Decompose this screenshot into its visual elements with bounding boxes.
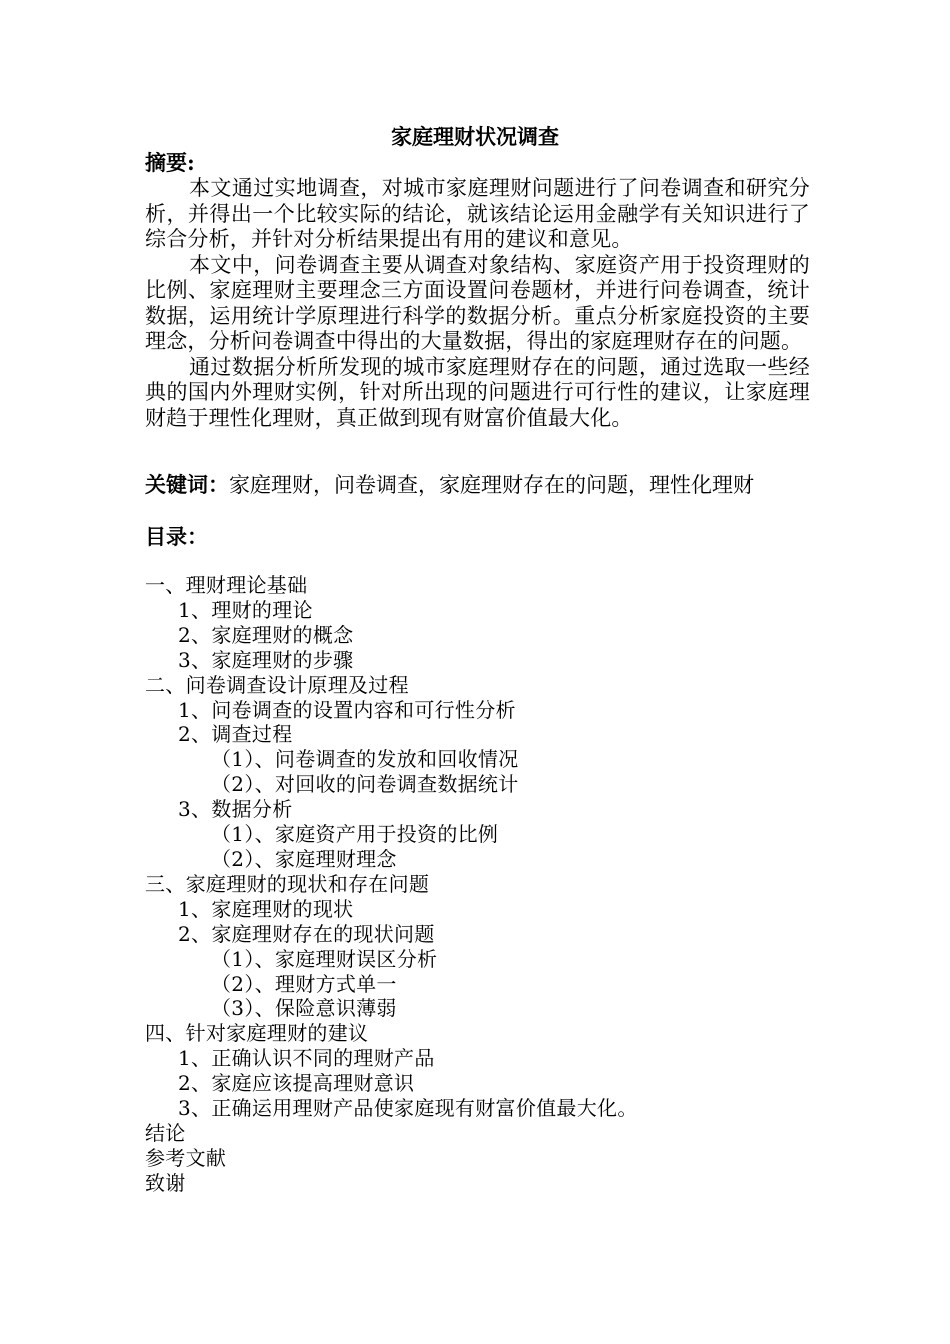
abstract-section bbox=[145, 150, 810, 431]
toc-item: 三、家庭理财的现状和存在问题 bbox=[145, 871, 430, 896]
toc-item: （1）、家庭理财误区分析 bbox=[211, 946, 438, 971]
toc-item: 参考文献 bbox=[145, 1145, 227, 1170]
toc-item: 3、数据分析 bbox=[178, 797, 293, 822]
toc-item: （1）、问卷调查的发放和回收情况 bbox=[211, 747, 519, 772]
toc-item: 1、理财的理论 bbox=[178, 597, 313, 622]
toc-item: 致谢 bbox=[145, 1170, 186, 1195]
toc-item: 3、正确运用理财产品使家庭现有财富价值最大化。 bbox=[178, 1096, 638, 1121]
abstract-label: 摘要: bbox=[145, 150, 195, 175]
toc-item: 二、问卷调查设计原理及过程 bbox=[145, 672, 409, 697]
toc-label: 目录： bbox=[145, 524, 208, 549]
toc-item: 2、家庭理财的概念 bbox=[178, 622, 354, 647]
keywords-label: 关键词： bbox=[145, 472, 229, 497]
toc-item: 2、家庭应该提高理财意识 bbox=[178, 1071, 415, 1096]
toc-item: 2、调查过程 bbox=[178, 722, 293, 747]
document-title: 家庭理财状况调查 bbox=[391, 124, 559, 149]
toc-item: （1）、家庭资产用于投资的比例 bbox=[211, 822, 499, 847]
abstract-paragraph-3: 通过数据分析所发现的城市家庭理财存在的问题，通过选取一些经典的国内外理财实例，针对所出现的问题进行可行性的建议，让家庭理财趋于理性化理财，真正做到现有财富价值最大化。 bbox=[145, 354, 810, 430]
abstract-paragraph-2: 本文中，问卷调查主要从调查对象结构、家庭资产用于投资理财的比例、家庭理财主要理念三方面设置问卷题材，并进行问卷调查，统计数据，运用统计学原理进行科学的数据分析。重点分析家庭投资的主要理念，分析问卷调查中得出的大量数据，得出的家庭理财存在的问题。 bbox=[145, 252, 810, 353]
abstract-paragraph-1: 本文通过实地调查，对城市家庭理财问题进行了问卷调查和研究分析，并得出一个比较实际的结论，就该结论运用金融学有关知识进行了综合分析，并针对分析结果提出有用的建议和意见。 bbox=[145, 176, 810, 251]
toc-item: 结论 bbox=[145, 1120, 186, 1145]
toc-item: 1、家庭理财的现状 bbox=[178, 896, 354, 921]
keywords-line bbox=[145, 472, 810, 498]
toc-item: 1、正确认识不同的理财产品 bbox=[178, 1046, 435, 1071]
toc-item: 2、家庭理财存在的现状问题 bbox=[178, 921, 435, 946]
toc-item: （2）、家庭理财理念 bbox=[211, 846, 397, 871]
toc-item: （2）、对回收的问卷调查数据统计 bbox=[211, 772, 519, 797]
table-of-contents bbox=[145, 573, 810, 1196]
toc-item: 一、理财理论基础 bbox=[145, 573, 308, 597]
toc-item: 1、问卷调查的设置内容和可行性分析 bbox=[178, 697, 516, 722]
keywords-text: 家庭理财，问卷调查，家庭理财存在的问题，理性化理财 bbox=[229, 473, 754, 497]
toc-item: 3、家庭理财的步骤 bbox=[178, 647, 354, 672]
toc-item: （3）、保险意识薄弱 bbox=[211, 996, 397, 1021]
toc-item: （2）、理财方式单一 bbox=[211, 971, 397, 996]
toc-item: 四、针对家庭理财的建议 bbox=[145, 1021, 369, 1046]
